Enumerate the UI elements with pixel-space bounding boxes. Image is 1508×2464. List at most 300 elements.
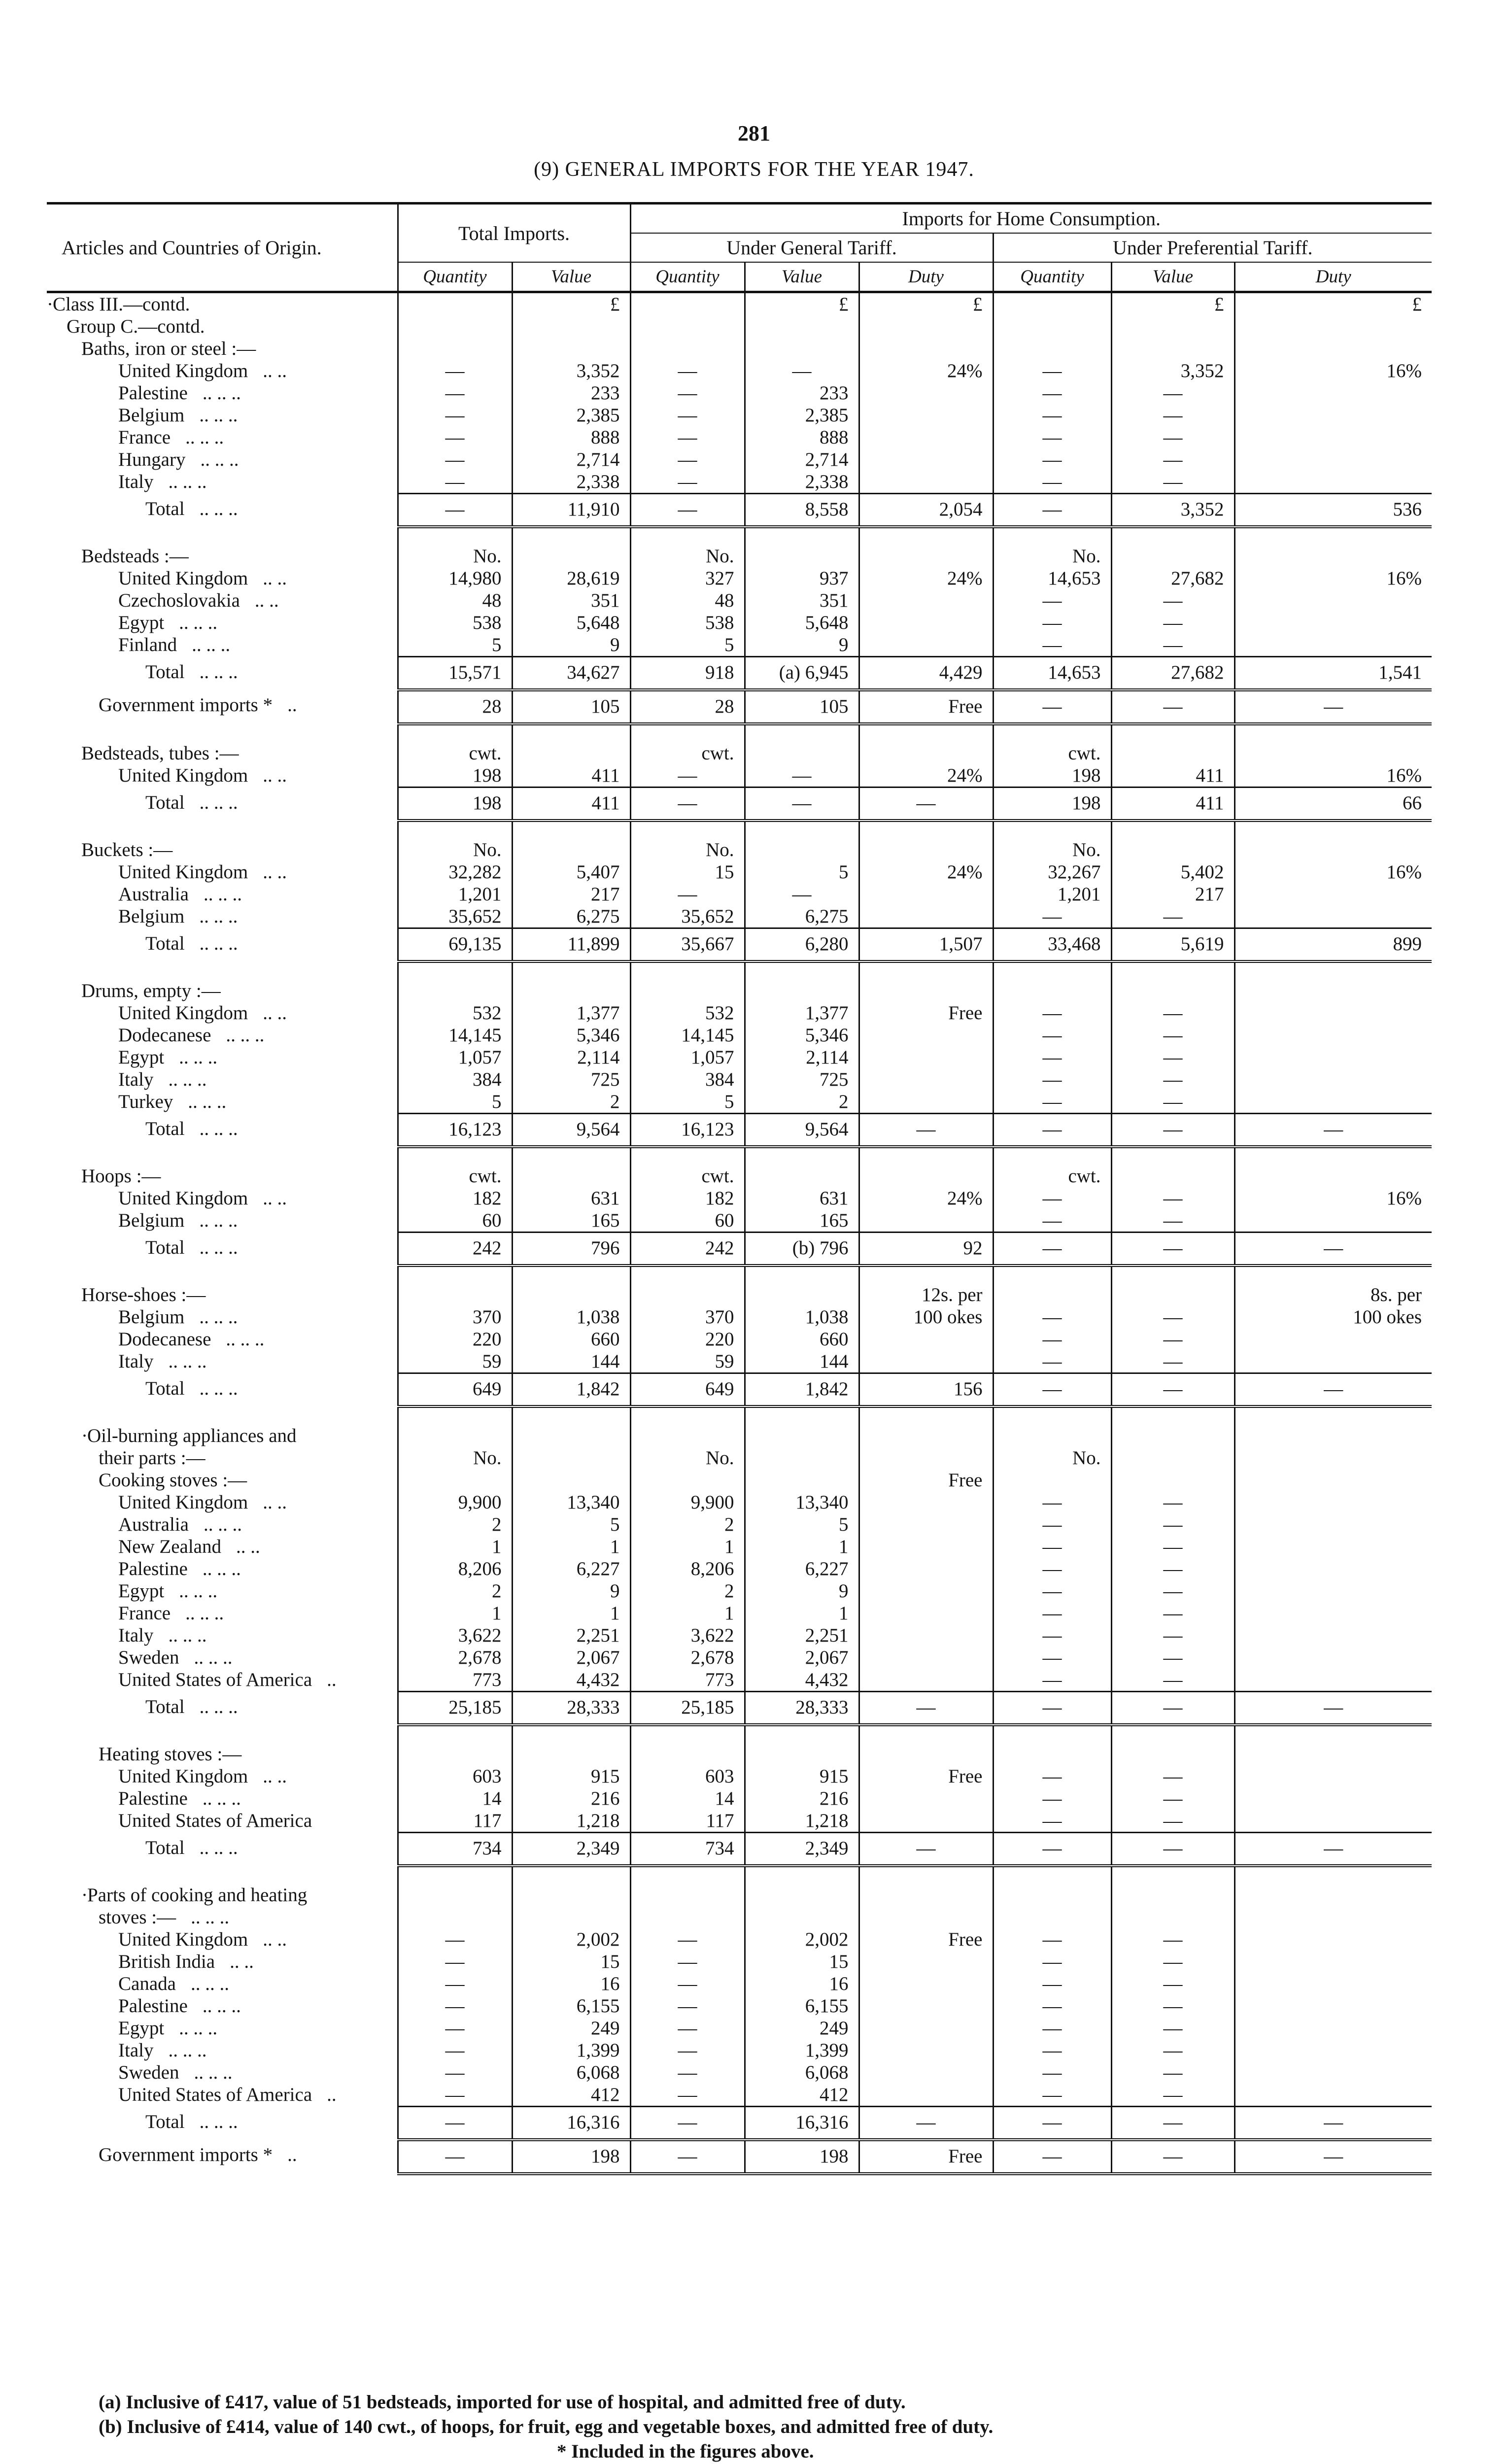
value-cell: 2,349 (512, 1833, 630, 1866)
quantity-cell: 384 (398, 1068, 512, 1091)
table-row (47, 1624, 1432, 1646)
spacer-cell (47, 527, 398, 545)
row-label-text: Government imports * (99, 2144, 273, 2165)
value-cell: 2,714 (512, 448, 630, 471)
row-label-text: Turkey (118, 1091, 173, 1112)
pref-value-cell: — (1111, 1692, 1234, 1725)
pref-quantity-cell: — (993, 1328, 1111, 1350)
table-row (47, 448, 1432, 471)
pref-value-cell: — (1111, 1350, 1234, 1373)
spacer-cell (630, 527, 745, 545)
gen-quantity-cell (630, 315, 745, 338)
pref-duty-cell: 16% (1234, 567, 1432, 589)
quantity-cell: 603 (398, 1765, 512, 1787)
pref-duty-cell: 899 (1234, 928, 1432, 962)
pref-value-cell: — (1111, 1068, 1234, 1091)
pref-quantity-cell: cwt. (993, 742, 1111, 764)
pref-quantity-cell: — (993, 1114, 1111, 1147)
spacer-cell (1234, 1147, 1432, 1165)
quantity-cell: — (398, 494, 512, 527)
pref-duty-cell: 16% (1234, 360, 1432, 382)
pref-value-cell: — (1111, 404, 1234, 426)
gen-duty-cell (859, 1973, 993, 1995)
quantity-cell: — (398, 1951, 512, 1973)
spacer-cell (993, 527, 1111, 545)
row-label-text: stoves :— (99, 1907, 176, 1928)
value-cell (512, 742, 630, 764)
spacer-cell (859, 1147, 993, 1165)
value-cell (512, 980, 630, 1002)
pref-value-cell (1111, 1447, 1234, 1469)
section-label-row (47, 1743, 1432, 1765)
spacer-row (47, 1147, 1432, 1165)
pref-duty-cell (1234, 545, 1432, 567)
pref-duty-cell (1234, 1209, 1432, 1232)
gen-value-cell: 1,377 (745, 1002, 859, 1024)
value-cell: 16 (512, 1973, 630, 1995)
pref-quantity-cell: — (993, 1350, 1111, 1373)
table-row (47, 905, 1432, 928)
quantity-cell: 59 (398, 1350, 512, 1373)
row-label-text: Bedsteads :— (81, 546, 189, 567)
spacer-cell (47, 1866, 398, 1884)
spacer-cell (745, 724, 859, 742)
gen-quantity-cell: — (630, 360, 745, 382)
quantity-cell (398, 292, 512, 316)
leader-dots: .. .. .. (199, 1377, 238, 1399)
row-label-text: Baths, iron or steel :— (81, 338, 256, 359)
gen-duty-cell (859, 2017, 993, 2039)
total-row (47, 690, 1432, 724)
quantity-cell: cwt. (398, 1165, 512, 1187)
pref-duty-cell (1234, 404, 1432, 426)
row-label (47, 1669, 398, 1692)
spacer-row (47, 1266, 1432, 1284)
gen-duty-cell: Free (859, 1469, 993, 1491)
quantity-cell: 14 (398, 1787, 512, 1810)
row-label-text: Egypt (118, 1580, 165, 1602)
gen-value-cell: — (745, 787, 859, 821)
gen-quantity-cell: — (630, 448, 745, 471)
gen-quantity-cell (630, 1425, 745, 1447)
quantity-cell: — (398, 360, 512, 382)
spacer-cell (1111, 1725, 1234, 1743)
gen-quantity-cell: 918 (630, 657, 745, 690)
gen-quantity-cell: — (630, 2061, 745, 2084)
quantity-cell: 198 (398, 787, 512, 821)
leader-dots: .. .. .. (168, 1351, 207, 1372)
row-label (47, 690, 398, 724)
pref-value-cell: 3,352 (1111, 360, 1234, 382)
pref-quantity-cell: — (993, 1513, 1111, 1536)
quantity-cell (398, 1743, 512, 1765)
gen-quantity-cell (630, 338, 745, 360)
pref-quantity-cell: — (993, 1810, 1111, 1833)
section-label-row (47, 1906, 1432, 1928)
pref-value-cell (1111, 1425, 1234, 1447)
row-label (47, 883, 398, 905)
leader-dots: .. (327, 2084, 337, 2105)
pref-value-cell: — (1111, 1114, 1234, 1147)
pref-duty-cell (1234, 1469, 1432, 1491)
value-cell: 5,648 (512, 612, 630, 634)
gen-quantity-cell: — (630, 883, 745, 905)
spacer-cell (1234, 724, 1432, 742)
pref-duty-cell (1234, 1447, 1432, 1469)
spacer-cell (859, 1406, 993, 1425)
table-row (47, 1787, 1432, 1810)
row-label-text: Dodecanese (118, 1025, 211, 1046)
pref-value-cell: — (1111, 1209, 1234, 1232)
pref-duty-cell (1234, 1810, 1432, 1833)
gen-duty-cell (859, 2084, 993, 2107)
pref-duty-cell (1234, 1491, 1432, 1513)
row-label (47, 1951, 398, 1973)
imports-table (47, 202, 1432, 2175)
gen-quantity-cell: 1,057 (630, 1046, 745, 1068)
gen-value-cell: 8,558 (745, 494, 859, 527)
row-label (47, 1187, 398, 1209)
gen-duty-cell (859, 1810, 993, 1833)
leader-dots: .. .. .. (200, 449, 239, 470)
pref-duty-cell: 536 (1234, 494, 1432, 527)
margin-mark: · (81, 1425, 88, 1446)
row-label-text: Italy (118, 2040, 154, 2061)
spacer-cell (1234, 821, 1432, 839)
row-label-text: Palestine (118, 1558, 188, 1579)
table-row (47, 1602, 1432, 1624)
row-label (47, 448, 398, 471)
leader-dots: .. .. .. (202, 1558, 241, 1579)
pref-value-cell (1111, 1743, 1234, 1765)
row-label (47, 292, 398, 316)
leader-dots: .. .. .. (168, 1625, 207, 1646)
gen-duty-cell: 24% (859, 1187, 993, 1209)
row-label (47, 382, 398, 404)
spacer-row (47, 961, 1432, 980)
leader-dots: .. .. (263, 1002, 287, 1024)
gen-duty-cell (859, 612, 993, 634)
total-row (47, 1692, 1432, 1725)
table-row (47, 589, 1432, 612)
gen-quantity-cell: — (630, 426, 745, 448)
table-row (47, 1973, 1432, 1995)
gen-quantity-cell: 16,123 (630, 1114, 745, 1147)
pref-quantity-cell: 14,653 (993, 567, 1111, 589)
pref-quantity-cell: — (993, 1068, 1111, 1091)
spacer-cell (859, 724, 993, 742)
pref-quantity-cell: — (993, 1833, 1111, 1866)
spacer-cell (993, 1147, 1111, 1165)
quantity-cell: 2,678 (398, 1646, 512, 1669)
gen-value-cell: 2,067 (745, 1646, 859, 1669)
row-label-text: Australia (118, 884, 189, 905)
quantity-cell (398, 1906, 512, 1928)
spacer-cell (512, 961, 630, 980)
gen-duty-cell: — (859, 787, 993, 821)
gen-quantity-cell: — (630, 471, 745, 494)
spacer-cell (1234, 961, 1432, 980)
total-row (47, 1373, 1432, 1407)
pref-quantity-cell: — (993, 2084, 1111, 2107)
row-label-text: Horse-shoes :— (81, 1284, 206, 1305)
gen-quantity-cell: — (630, 2140, 745, 2174)
gen-quantity-cell: 28 (630, 690, 745, 724)
pref-quantity-cell: — (993, 612, 1111, 634)
row-label-text: Canada (118, 1973, 176, 1994)
gen-duty-cell (859, 1743, 993, 1765)
row-label-text: United States of America (118, 1669, 312, 1690)
quantity-cell: 538 (398, 612, 512, 634)
pref-duty-cell: — (1234, 2140, 1432, 2174)
leader-dots: .. .. .. (199, 791, 238, 813)
quantity-cell: No. (398, 1447, 512, 1469)
leader-dots: .. .. .. (203, 1514, 242, 1535)
gen-quantity-cell: 14,145 (630, 1024, 745, 1046)
value-cell: 412 (512, 2084, 630, 2107)
quantity-cell: 60 (398, 1209, 512, 1232)
gen-duty-cell (859, 426, 993, 448)
leader-dots: .. .. .. (192, 634, 231, 655)
row-label-text: Hoops :— (81, 1165, 161, 1187)
leader-dots: .. .. .. (185, 1603, 224, 1624)
pref-duty-cell (1234, 1091, 1432, 1114)
gen-value-cell: £ (745, 292, 859, 316)
leader-dots: .. .. (263, 360, 287, 381)
spacer-cell (993, 1866, 1111, 1884)
leader-dots: .. .. .. (226, 1329, 265, 1350)
row-label (47, 1810, 398, 1833)
pref-duty-cell (1234, 883, 1432, 905)
pref-duty-cell (1234, 1602, 1432, 1624)
quantity-cell: No. (398, 545, 512, 567)
value-cell: 2,385 (512, 404, 630, 426)
gen-value-cell: 5 (745, 861, 859, 883)
gen-value-cell: 216 (745, 1787, 859, 1810)
row-label-text: Total (145, 661, 185, 683)
gen-quantity-cell (630, 1743, 745, 1765)
pref-quantity-cell: — (993, 1373, 1111, 1407)
pref-duty-cell (1234, 1928, 1432, 1951)
pref-duty-cell (1234, 1906, 1432, 1928)
row-label-text: United Kingdom (118, 861, 248, 883)
gen-quantity-cell: 649 (630, 1373, 745, 1407)
row-label-text: Total (145, 2111, 185, 2132)
pref-value-cell: — (1111, 1669, 1234, 1692)
row-label-text: Dodecanese (118, 1329, 211, 1350)
gen-value-cell (745, 1469, 859, 1491)
gen-value-cell: (a) 6,945 (745, 657, 859, 690)
quantity-cell (398, 1469, 512, 1491)
value-cell: 2,114 (512, 1046, 630, 1068)
pref-value-cell: — (1111, 612, 1234, 634)
row-label (47, 1928, 398, 1951)
gen-value-cell: 4,432 (745, 1669, 859, 1692)
value-cell: 660 (512, 1328, 630, 1350)
quantity-cell: 2 (398, 1513, 512, 1536)
table-row (47, 1491, 1432, 1513)
value-cell: 1,038 (512, 1306, 630, 1328)
pref-value-cell: — (1111, 1536, 1234, 1558)
pref-duty-cell: 100 okes (1234, 1306, 1432, 1328)
leader-dots: .. .. .. (202, 382, 241, 404)
pref-quantity-cell: — (993, 2017, 1111, 2039)
row-label (47, 1884, 398, 1906)
gen-value-cell (745, 742, 859, 764)
table-row (47, 1810, 1432, 1833)
quantity-cell: No. (398, 839, 512, 861)
pref-quantity-cell: 32,267 (993, 861, 1111, 883)
pref-duty-cell (1234, 1328, 1432, 1350)
pref-quantity-cell: — (993, 1995, 1111, 2017)
quantity-cell: 220 (398, 1328, 512, 1350)
quantity-cell: 198 (398, 764, 512, 787)
spacer-cell (398, 1147, 512, 1165)
spacer-cell (1111, 821, 1234, 839)
pref-duty-cell (1234, 1425, 1432, 1447)
row-label (47, 1646, 398, 1669)
row-label-text: Italy (118, 1069, 154, 1090)
gen-duty-cell (859, 1669, 993, 1692)
pref-duty-cell (1234, 1884, 1432, 1906)
pref-value-cell: — (1111, 1024, 1234, 1046)
pref-duty-cell (1234, 1536, 1432, 1558)
gen-value-cell: 915 (745, 1765, 859, 1787)
quantity-cell: — (398, 2061, 512, 2084)
pref-value-cell (1111, 1906, 1234, 1928)
gen-quantity-cell: 2 (630, 1513, 745, 1536)
spacer-cell (859, 1866, 993, 1884)
gen-duty-cell (859, 448, 993, 471)
gen-value-cell: 2,338 (745, 471, 859, 494)
value-cell: 1 (512, 1602, 630, 1624)
gen-duty-cell: — (859, 1833, 993, 1866)
leader-dots: .. .. .. (199, 1306, 238, 1328)
gen-value-cell: 412 (745, 2084, 859, 2107)
quantity-cell (398, 315, 512, 338)
value-cell: 9 (512, 1580, 630, 1602)
leader-dots: .. .. .. (179, 2018, 218, 2039)
spacer-row (47, 1866, 1432, 1884)
row-label-text: Egypt (118, 2018, 165, 2039)
table-row (47, 861, 1432, 883)
spacer-cell (745, 1266, 859, 1284)
row-label (47, 2039, 398, 2061)
quantity-cell: 370 (398, 1306, 512, 1328)
spacer-cell (630, 1266, 745, 1284)
value-cell: 6,275 (512, 905, 630, 928)
value-cell: 216 (512, 1787, 630, 1810)
pref-quantity-cell: — (993, 634, 1111, 657)
row-label-text: Cooking stoves :— (99, 1470, 247, 1491)
spacer-cell (1111, 961, 1234, 980)
pref-quantity-cell: No. (993, 1447, 1111, 1469)
pref-value-cell: — (1111, 2084, 1234, 2107)
row-label-text: Belgium (118, 405, 185, 426)
pref-duty-cell (1234, 2061, 1432, 2084)
row-label-text: Parts of cooking and heating (87, 1884, 308, 1906)
row-label-text: United Kingdom (118, 1929, 248, 1950)
gen-quantity-cell: 220 (630, 1328, 745, 1350)
gen-quantity-cell: 2 (630, 1580, 745, 1602)
section-label-row (47, 1884, 1432, 1906)
gen-duty-cell (859, 1558, 993, 1580)
table-row (47, 1669, 1432, 1692)
pref-quantity-cell: — (993, 426, 1111, 448)
row-label (47, 1833, 398, 1866)
value-cell: 2,338 (512, 471, 630, 494)
table-row (47, 1558, 1432, 1580)
value-cell (512, 1284, 630, 1306)
pref-duty-cell (1234, 1973, 1432, 1995)
quantity-cell: — (398, 1973, 512, 1995)
table-row (47, 1951, 1432, 1973)
row-label (47, 1469, 398, 1491)
row-label (47, 315, 398, 338)
pref-value-cell: — (1111, 1513, 1234, 1536)
value-cell: 5,407 (512, 861, 630, 883)
gen-duty-cell (859, 1787, 993, 1810)
spacer-cell (993, 821, 1111, 839)
table-row (47, 1580, 1432, 1602)
spacer-cell (859, 821, 993, 839)
spacer-cell (47, 1266, 398, 1284)
gen-duty-cell: 24% (859, 861, 993, 883)
gen-duty-cell: 92 (859, 1232, 993, 1266)
gen-value-cell: 105 (745, 690, 859, 724)
row-label-text: Total (145, 1236, 185, 1258)
pref-quantity-cell: cwt. (993, 1165, 1111, 1187)
gen-value-cell: 9 (745, 634, 859, 657)
row-label (47, 764, 398, 787)
pref-quantity-cell: 1,201 (993, 883, 1111, 905)
row-label-text: Class III.—contd. (53, 294, 190, 315)
quantity-cell: 117 (398, 1810, 512, 1833)
pref-value-cell: — (1111, 1328, 1234, 1350)
leader-dots: .. .. .. (199, 661, 238, 683)
row-label (47, 634, 398, 657)
gen-duty-cell: — (859, 1692, 993, 1725)
pref-value-cell (1111, 338, 1234, 360)
gen-value-cell (745, 338, 859, 360)
pref-quantity-cell (993, 1469, 1111, 1491)
row-label (47, 1692, 398, 1725)
gen-value-cell (745, 839, 859, 861)
table-row (47, 567, 1432, 589)
row-label (47, 787, 398, 821)
spacer-cell (745, 1866, 859, 1884)
leader-dots: .. .. (263, 861, 287, 883)
pref-quantity-cell: — (993, 1973, 1111, 1995)
imports-table-container (47, 202, 1432, 2175)
spacer-cell (1234, 1406, 1432, 1425)
spacer-cell (630, 1147, 745, 1165)
margin-mark: · (47, 294, 53, 315)
pref-quantity-cell: — (993, 1046, 1111, 1068)
quantity-cell: 32,282 (398, 861, 512, 883)
col-value: Value (745, 262, 859, 292)
gen-value-cell: 6,280 (745, 928, 859, 962)
row-label (47, 1580, 398, 1602)
quantity-cell: 9,900 (398, 1491, 512, 1513)
value-cell: 888 (512, 426, 630, 448)
row-label (47, 839, 398, 861)
row-label (47, 2017, 398, 2039)
row-label-text: Total (145, 1377, 185, 1399)
total-row (47, 928, 1432, 962)
pref-quantity-cell: — (993, 1002, 1111, 1024)
value-cell: 217 (512, 883, 630, 905)
